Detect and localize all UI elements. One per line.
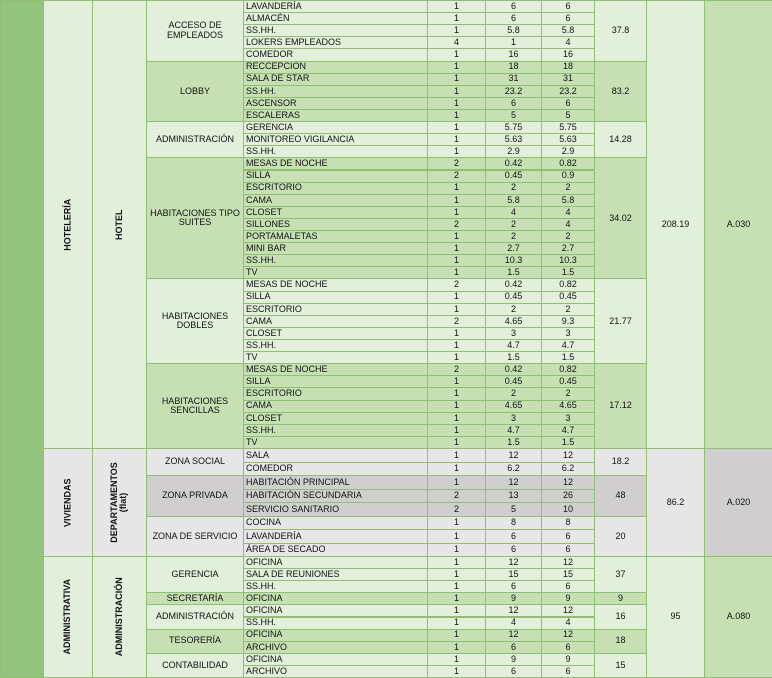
space-unit-area: 2	[485, 218, 542, 231]
space-subtotal-area: 8	[541, 516, 595, 531]
space-subtotal-area: 1.5	[541, 266, 595, 279]
section-category: HOTELERÍA	[43, 0, 93, 449]
space-item: MESAS DE NOCHE	[243, 157, 428, 170]
space-item: ESCRITORIO	[243, 387, 428, 400]
space-subtotal-area: 10	[541, 502, 595, 517]
zone-area: 37.8	[594, 0, 647, 62]
space-item: RECCEPCIÓN	[243, 61, 428, 74]
space-item: LAVANDERÍA	[243, 529, 428, 544]
space-quantity: 2	[427, 218, 486, 231]
space-subtotal-area: 5.8	[541, 24, 595, 37]
space-quantity: 1	[427, 604, 486, 617]
space-unit-area: 16	[485, 48, 542, 61]
space-quantity: 1	[427, 617, 486, 630]
space-unit-area: 10.3	[485, 254, 542, 267]
section-norm-code: A.020	[704, 448, 772, 557]
zone-area: 18.2	[594, 448, 647, 476]
space-quantity: 1	[427, 629, 486, 642]
space-quantity: 1	[427, 580, 486, 593]
space-subtotal-area: 6	[541, 529, 595, 544]
space-unit-area: 0.45	[485, 375, 542, 388]
space-item: HABITACIÓN SECUNDARIA	[243, 489, 428, 504]
space-item: ESCRITORIO	[243, 182, 428, 195]
space-quantity: 1	[427, 266, 486, 279]
space-quantity: 1	[427, 109, 486, 122]
space-item: MESAS DE NOCHE	[243, 363, 428, 376]
section-subcategory: DEPARTAMENTOS (flat)	[92, 448, 147, 557]
zone-area: 14.28	[594, 121, 647, 158]
space-unit-area: 6	[485, 0, 542, 13]
space-subtotal-area: 6	[541, 641, 595, 654]
space-item: CAMA	[243, 315, 428, 328]
section-total-area: 208.19	[646, 0, 705, 449]
space-unit-area: 12	[485, 556, 542, 569]
section-norm-code: A.080	[704, 556, 772, 678]
space-subtotal-area: 31	[541, 73, 595, 86]
space-unit-area: 5.75	[485, 121, 542, 134]
space-unit-area: 31	[485, 73, 542, 86]
space-unit-area: 6	[485, 97, 542, 110]
zone-name: ZONA PRIVADA	[146, 475, 244, 517]
zone-name: CONTABILIDAD	[146, 653, 244, 678]
space-unit-area: 2.9	[485, 145, 542, 158]
space-item: CAMA	[243, 400, 428, 413]
space-item: SS.HH.	[243, 85, 428, 98]
space-subtotal-area: 15	[541, 568, 595, 581]
space-unit-area: 0.45	[485, 291, 542, 304]
space-unit-area: 4.7	[485, 339, 542, 352]
space-subtotal-area: 12	[541, 604, 595, 617]
space-subtotal-area: 12	[541, 556, 595, 569]
zone-name: TESORERÍA	[146, 629, 244, 654]
space-unit-area: 6	[485, 665, 542, 678]
section-subcategory: ADMINISTRACIÓN	[92, 556, 147, 678]
space-quantity: 1	[427, 97, 486, 110]
space-quantity: 1	[427, 230, 486, 243]
space-unit-area: 12	[485, 604, 542, 617]
space-item: PORTAMALETAS	[243, 230, 428, 243]
zone-name: HABITACIONES SENCILLAS	[146, 363, 244, 449]
space-item: ESCALERAS	[243, 109, 428, 122]
space-quantity: 1	[427, 24, 486, 37]
space-quantity: 1	[427, 291, 486, 304]
space-subtotal-area: 4	[541, 206, 595, 219]
space-unit-area: 0.45	[485, 170, 542, 183]
space-subtotal-area: 6	[541, 0, 595, 13]
space-quantity: 1	[427, 529, 486, 544]
space-unit-area: 2	[485, 387, 542, 400]
space-subtotal-area: 0.45	[541, 375, 595, 388]
zone-area: 34.02	[594, 157, 647, 279]
space-item: ASCENSOR	[243, 97, 428, 110]
space-item: CAMA	[243, 194, 428, 207]
space-item: GERENCIA	[243, 121, 428, 134]
space-quantity: 1	[427, 516, 486, 531]
zone-area: 21.77	[594, 278, 647, 364]
space-quantity: 1	[427, 61, 486, 74]
space-item: SS.HH.	[243, 24, 428, 37]
space-item: TV	[243, 351, 428, 364]
space-subtotal-area: 0.82	[541, 363, 595, 376]
space-subtotal-area: 4	[541, 617, 595, 630]
space-quantity: 1	[427, 556, 486, 569]
space-unit-area: 4.65	[485, 315, 542, 328]
space-unit-area: 0.42	[485, 157, 542, 170]
space-subtotal-area: 23.2	[541, 85, 595, 98]
space-item: COMEDOR	[243, 48, 428, 61]
space-unit-area: 5	[485, 502, 542, 517]
space-item: TV	[243, 266, 428, 279]
space-quantity: 1	[427, 85, 486, 98]
space-item: CLOSET	[243, 412, 428, 425]
zone-area: 48	[594, 475, 647, 517]
space-item: SS.HH.	[243, 254, 428, 267]
space-unit-area: 6	[485, 580, 542, 593]
zone-area: 20	[594, 516, 647, 558]
space-item: CLOSET	[243, 327, 428, 340]
space-unit-area: 12	[485, 475, 542, 490]
zone-name: HABITACIONES DOBLES	[146, 278, 244, 364]
zone-area: 9	[594, 592, 647, 605]
space-quantity: 1	[427, 339, 486, 352]
space-item: CLOSET	[243, 206, 428, 219]
space-unit-area: 5.8	[485, 24, 542, 37]
section-subcategory: HOTEL	[92, 0, 147, 449]
space-subtotal-area: 5.75	[541, 121, 595, 134]
space-quantity: 1	[427, 592, 486, 605]
space-unit-area: 8	[485, 516, 542, 531]
space-unit-area: 4.65	[485, 400, 542, 413]
space-unit-area: 0.42	[485, 363, 542, 376]
space-item: SILLONES	[243, 218, 428, 231]
space-subtotal-area: 5.8	[541, 194, 595, 207]
space-quantity: 1	[427, 327, 486, 340]
space-item: SS.HH.	[243, 617, 428, 630]
space-quantity: 2	[427, 170, 486, 183]
space-item: MESAS DE NOCHE	[243, 278, 428, 291]
section-total-area: 95	[646, 556, 705, 678]
space-unit-area: 6	[485, 641, 542, 654]
space-item: SILLA	[243, 291, 428, 304]
space-unit-area: 2	[485, 230, 542, 243]
space-quantity: 1	[427, 48, 486, 61]
space-subtotal-area: 10.3	[541, 254, 595, 267]
space-subtotal-area: 4.7	[541, 339, 595, 352]
space-subtotal-area: 0.82	[541, 278, 595, 291]
space-quantity: 2	[427, 502, 486, 517]
zone-name: HABITACIONES TIPO SUITES	[146, 157, 244, 279]
space-unit-area: 1.5	[485, 436, 542, 449]
zone-name: LOBBY	[146, 61, 244, 123]
space-subtotal-area: 26	[541, 489, 595, 504]
space-unit-area: 1	[485, 36, 542, 49]
space-item: OFICINA	[243, 556, 428, 569]
space-subtotal-area: 1.5	[541, 351, 595, 364]
space-subtotal-area: 5	[541, 109, 595, 122]
space-quantity: 1	[427, 568, 486, 581]
space-item: OFICINA	[243, 629, 428, 642]
space-quantity: 1	[427, 387, 486, 400]
space-unit-area: 9	[485, 592, 542, 605]
zone-area: 18	[594, 629, 647, 654]
space-unit-area: 6.2	[485, 462, 542, 477]
space-subtotal-area: 9	[541, 653, 595, 666]
space-quantity: 1	[427, 665, 486, 678]
space-item: TV	[243, 436, 428, 449]
zone-name: ADMINISTRACIÓN	[146, 121, 244, 158]
zone-name: ACCESO DE EMPLEADOS	[146, 0, 244, 62]
space-subtotal-area: 18	[541, 61, 595, 74]
space-quantity: 1	[427, 206, 486, 219]
space-quantity: 2	[427, 315, 486, 328]
space-unit-area: 3	[485, 412, 542, 425]
space-quantity: 2	[427, 363, 486, 376]
space-item: SS.HH.	[243, 580, 428, 593]
zone-area: 17.12	[594, 363, 647, 449]
space-unit-area: 2	[485, 182, 542, 195]
space-quantity: 1	[427, 462, 486, 477]
space-unit-area: 6	[485, 12, 542, 25]
space-item: SILLA	[243, 375, 428, 388]
space-quantity: 1	[427, 121, 486, 134]
space-item: OFICINA	[243, 592, 428, 605]
space-item: MINI BAR	[243, 242, 428, 255]
space-unit-area: 5	[485, 109, 542, 122]
space-quantity: 1	[427, 182, 486, 195]
space-unit-area: 12	[485, 629, 542, 642]
space-subtotal-area: 2	[541, 303, 595, 316]
space-subtotal-area: 5.63	[541, 133, 595, 146]
space-item: SILLA	[243, 170, 428, 183]
space-subtotal-area: 12	[541, 475, 595, 490]
space-unit-area: 5.8	[485, 194, 542, 207]
space-item: SALA DE REUNIONES	[243, 568, 428, 581]
space-quantity: 1	[427, 303, 486, 316]
space-unit-area: 0.42	[485, 278, 542, 291]
space-quantity: 1	[427, 641, 486, 654]
space-subtotal-area: 4.65	[541, 400, 595, 413]
section-norm-code: A.030	[704, 0, 772, 449]
space-subtotal-area: 2.7	[541, 242, 595, 255]
space-unit-area: 4	[485, 617, 542, 630]
space-item: SALA DE STAR	[243, 73, 428, 86]
space-item: ARCHIVO	[243, 641, 428, 654]
space-unit-area: 23.2	[485, 85, 542, 98]
space-quantity: 1	[427, 424, 486, 437]
space-item: SS.HH.	[243, 145, 428, 158]
space-quantity: 1	[427, 73, 486, 86]
space-unit-area: 1.5	[485, 351, 542, 364]
space-unit-area: 6	[485, 529, 542, 544]
space-quantity: 4	[427, 36, 486, 49]
space-item: ALMACÉN	[243, 12, 428, 25]
zone-area: 83.2	[594, 61, 647, 123]
space-subtotal-area: 0.9	[541, 170, 595, 183]
space-subtotal-area: 9	[541, 592, 595, 605]
space-quantity: 1	[427, 400, 486, 413]
space-subtotal-area: 16	[541, 48, 595, 61]
space-subtotal-area: 0.45	[541, 291, 595, 304]
space-unit-area: 4	[485, 206, 542, 219]
space-quantity: 1	[427, 194, 486, 207]
space-subtotal-area: 12	[541, 448, 595, 463]
space-unit-area: 9	[485, 653, 542, 666]
space-item: LOKERS EMPLEADOS	[243, 36, 428, 49]
space-item: COMEDOR	[243, 462, 428, 477]
space-unit-area: 15	[485, 568, 542, 581]
zone-area: 15	[594, 653, 647, 678]
space-quantity: 1	[427, 448, 486, 463]
zone-area: 37	[594, 556, 647, 593]
space-unit-area: 6	[485, 543, 542, 558]
space-subtotal-area: 6	[541, 543, 595, 558]
space-subtotal-area: 3	[541, 412, 595, 425]
space-quantity: 1	[427, 242, 486, 255]
space-subtotal-area: 1.5	[541, 436, 595, 449]
space-item: HABITACIÓN PRINCIPAL	[243, 475, 428, 490]
space-item: LAVANDERÍA	[243, 0, 428, 13]
space-unit-area: 13	[485, 489, 542, 504]
space-item: ARCHIVO	[243, 665, 428, 678]
space-unit-area: 5.63	[485, 133, 542, 146]
space-subtotal-area: 6	[541, 665, 595, 678]
space-subtotal-area: 2	[541, 182, 595, 195]
space-unit-area: 1.5	[485, 266, 542, 279]
space-quantity: 1	[427, 12, 486, 25]
space-subtotal-area: 6	[541, 97, 595, 110]
space-subtotal-area: 4	[541, 36, 595, 49]
space-subtotal-area: 3	[541, 327, 595, 340]
space-quantity: 1	[427, 436, 486, 449]
space-item: SERVICIO SANITARIO	[243, 502, 428, 517]
space-item: COCINA	[243, 516, 428, 531]
space-unit-area: 12	[485, 448, 542, 463]
space-quantity: 2	[427, 278, 486, 291]
space-subtotal-area: 6.2	[541, 462, 595, 477]
space-item: ESCRITORIO	[243, 303, 428, 316]
space-item: SS.HH.	[243, 339, 428, 352]
space-unit-area: 3	[485, 327, 542, 340]
space-unit-area: 4.7	[485, 424, 542, 437]
space-item: OFICINA	[243, 653, 428, 666]
space-quantity: 1	[427, 145, 486, 158]
space-quantity: 1	[427, 412, 486, 425]
zone-name: SECRETARÍA	[146, 592, 244, 605]
space-subtotal-area: 12	[541, 629, 595, 642]
space-quantity: 1	[427, 375, 486, 388]
space-unit-area: 2.7	[485, 242, 542, 255]
sheet-sidebar	[0, 0, 44, 678]
space-subtotal-area: 6	[541, 580, 595, 593]
section-total-area: 86.2	[646, 448, 705, 557]
space-subtotal-area: 4.7	[541, 424, 595, 437]
space-item: SALA	[243, 448, 428, 463]
space-quantity: 1	[427, 543, 486, 558]
zone-name: GERENCIA	[146, 556, 244, 593]
space-subtotal-area: 6	[541, 12, 595, 25]
space-quantity: 1	[427, 351, 486, 364]
space-subtotal-area: 4	[541, 218, 595, 231]
space-unit-area: 2	[485, 303, 542, 316]
zone-name: ADMINISTRACIÓN	[146, 604, 244, 629]
zone-area: 16	[594, 604, 647, 629]
space-unit-area: 18	[485, 61, 542, 74]
space-item: OFICINA	[243, 604, 428, 617]
space-subtotal-area: 2	[541, 230, 595, 243]
space-quantity: 1	[427, 653, 486, 666]
space-quantity: 1	[427, 133, 486, 146]
space-quantity: 1	[427, 254, 486, 267]
space-subtotal-area: 9.3	[541, 315, 595, 328]
section-category: ADMINISTRATIVA	[43, 556, 93, 678]
space-subtotal-area: 2	[541, 387, 595, 400]
section-category: VIVIENDAS	[43, 448, 93, 557]
space-item: MONITOREO VIGILANCIA	[243, 133, 428, 146]
zone-name: ZONA DE SERVICIO	[146, 516, 244, 558]
space-quantity: 1	[427, 0, 486, 13]
space-quantity: 2	[427, 157, 486, 170]
space-quantity: 1	[427, 475, 486, 490]
zone-name: ZONA SOCIAL	[146, 448, 244, 476]
space-item: SS.HH.	[243, 424, 428, 437]
space-subtotal-area: 2.9	[541, 145, 595, 158]
space-item: ÁREA DE SECADO	[243, 543, 428, 558]
space-quantity: 2	[427, 489, 486, 504]
space-subtotal-area: 0.82	[541, 157, 595, 170]
